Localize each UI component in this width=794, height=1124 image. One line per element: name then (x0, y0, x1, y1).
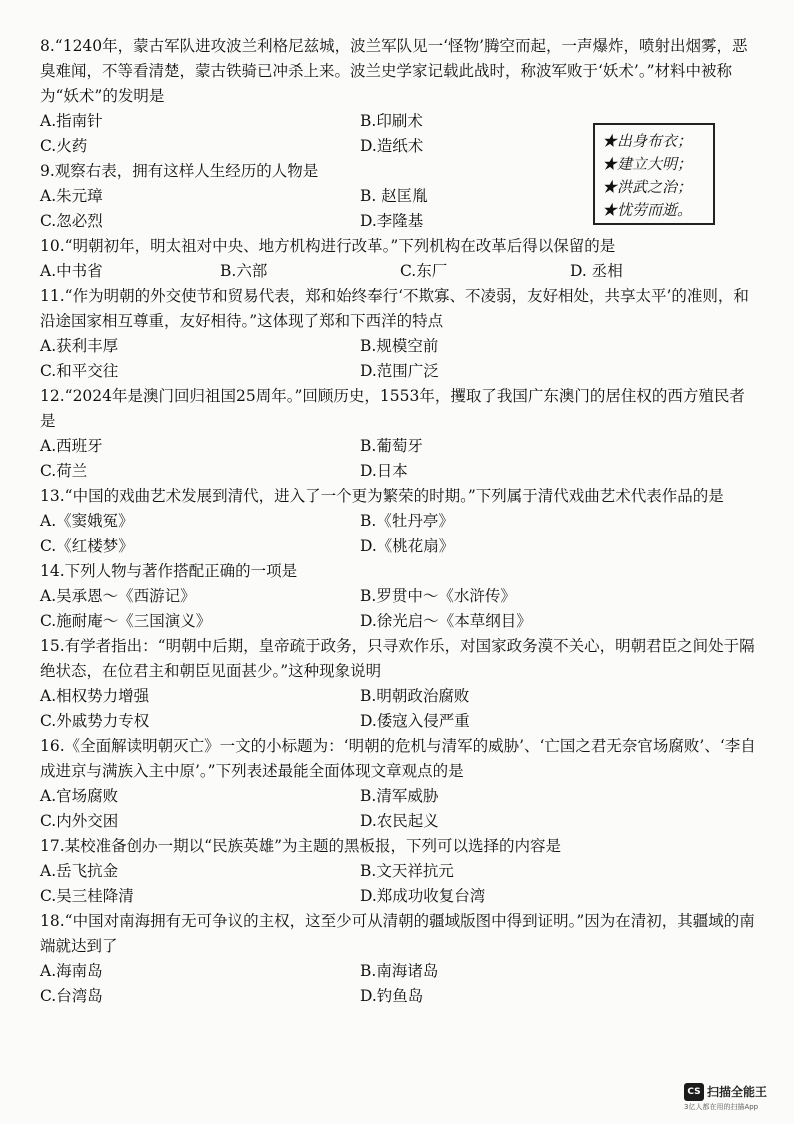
options (40, 784, 760, 834)
question-stem: 12.“2024年是澳门回归祖国25周年。”回顾历史，1553年，攫取了我国广东澳门的居住权的西方殖民者是 (40, 387, 745, 430)
option-a: A.《窦娥冤》 (40, 512, 134, 530)
option-d: D.郑成功收复台湾 (360, 887, 486, 905)
question-12 (40, 384, 760, 484)
option-a: A.海南岛 (40, 962, 103, 980)
option-d: D.《桃花扇》 (360, 537, 455, 555)
question-stem: 8.“1240年，蒙古军队进攻波兰利格尼兹城，波兰军队见一‘怪物’腾空而起，一声爆炸，喷射出烟雾，恶臭难闻，不等看清楚，蒙古铁骑已冲杀上来。波兰史学家记载此战时，称波军败于‘妖术’。”材料中被称为“妖术”的发明是 (40, 37, 748, 105)
question-15 (40, 634, 760, 734)
question-16 (40, 734, 760, 834)
question-11 (40, 284, 760, 384)
option-b: B.明朝政治腐败 (360, 687, 470, 705)
option-d: D.李隆基 (360, 212, 424, 230)
question-18 (40, 909, 760, 1009)
biography-box (593, 123, 715, 225)
question-stem: 13.“中国的戏曲艺术发展到清代，进入了一个更为繁荣的时期。”下列属于清代戏曲艺术代表作品的是 (40, 487, 724, 505)
question-stem: 17.某校准备创办一期以“民族英雄”为主题的黑板报，下列可以选择的内容是 (40, 837, 562, 855)
option-a: A.岳飞抗金 (40, 862, 119, 880)
options (40, 959, 760, 1009)
scanner-watermark (684, 1083, 788, 1117)
option-c: C.忽必烈 (40, 212, 103, 230)
question-stem: 16.《全面解读明朝灭亡》一文的小标题为：‘明朝的危机与清军的威胁’、‘亡国之君无奈官场腐败’、‘李自成进京与满族入主中原’。”下列表述最能全面体现文章观点的是 (40, 737, 756, 780)
question-stem: 10.“明朝初年，明太祖对中央、地方机构进行改革。”下列机构在改革后得以保留的是 (40, 237, 616, 255)
options (40, 259, 760, 284)
options (40, 334, 760, 384)
option-c: C.东厂 (400, 262, 448, 280)
biography-line: ★出身布衣； (602, 132, 693, 150)
option-c: C.《红楼梦》 (40, 537, 134, 555)
question-10 (40, 234, 760, 284)
option-d: D.钓鱼岛 (360, 987, 424, 1005)
option-a: A.指南针 (40, 112, 103, 130)
question-stem: 9.观察右表，拥有这样人生经历的人物是 (40, 162, 319, 180)
option-d: D.造纸术 (360, 137, 424, 155)
option-d: D.范围广泛 (360, 362, 439, 380)
biography-line: ★洪武之治； (602, 178, 693, 196)
options (40, 509, 760, 559)
option-b: B.罗贯中～《水浒传》 (360, 587, 516, 605)
option-a: A.吴承恩～《西游记》 (40, 587, 196, 605)
options (40, 859, 760, 909)
watermark-subtitle: 3亿人都在用的扫描App (684, 1103, 759, 1111)
option-b: B.六部 (220, 262, 268, 280)
option-b: B. 赵匡胤 (360, 187, 428, 205)
option-c: C.火药 (40, 137, 88, 155)
camscanner-logo-icon: CS (684, 1083, 704, 1101)
option-b: B.规模空前 (360, 337, 439, 355)
option-c: C.外戚势力专权 (40, 712, 150, 730)
biography-line: ★建立大明； (602, 155, 693, 173)
question-13 (40, 484, 760, 559)
option-b: B.文天祥抗元 (360, 862, 454, 880)
question-17 (40, 834, 760, 909)
question-14 (40, 559, 760, 634)
option-a: A.西班牙 (40, 437, 103, 455)
option-c: C.施耐庵～《三国演义》 (40, 612, 212, 630)
question-stem: 14.下列人物与著作搭配正确的一项是 (40, 562, 298, 580)
option-a: A.朱元璋 (40, 187, 103, 205)
question-stem: 18.“中国对南海拥有无可争议的主权，这至少可从清朝的疆域版图中得到证明。”因为在清初，其疆域的南端就达到了 (40, 912, 755, 955)
option-c: C.台湾岛 (40, 987, 103, 1005)
option-d: D.日本 (360, 462, 408, 480)
option-c: C.内外交困 (40, 812, 119, 830)
option-a: A.官场腐败 (40, 787, 119, 805)
options (40, 434, 760, 484)
biography-line: ★忧劳而逝。 (602, 201, 693, 219)
options (40, 684, 760, 734)
watermark-name: 扫描全能王 (707, 1085, 768, 1099)
option-b: B.葡萄牙 (360, 437, 423, 455)
question-stem: 11.“作为明朝的外交使节和贸易代表，郑和始终奉行‘不欺寡、不凌弱，友好相处，共享太平’的准则，和沿途国家相互尊重，友好相待。”这体现了郑和下西洋的特点 (40, 287, 749, 330)
option-c: C.吴三桂降清 (40, 887, 134, 905)
option-b: B.清军威胁 (360, 787, 439, 805)
question-stem: 15.有学者指出：“明朝中后期，皇帝疏于政务，只寻欢作乐，对国家政务漠不关心，明朝君臣之间处于隔绝状态，在位君主和朝臣见面甚少。”这种现象说明 (40, 637, 755, 680)
option-c: C.荷兰 (40, 462, 88, 480)
options (40, 584, 760, 634)
option-d: D. 丞相 (570, 262, 623, 280)
option-a: A.获利丰厚 (40, 337, 119, 355)
option-d: D.倭寇入侵严重 (360, 712, 470, 730)
option-a: A.相权势力增强 (40, 687, 150, 705)
option-b: B.印刷术 (360, 112, 423, 130)
option-a: A.中书省 (40, 262, 103, 280)
option-c: C.和平交往 (40, 362, 119, 380)
option-b: B.《牡丹亭》 (360, 512, 454, 530)
option-b: B.南海诸岛 (360, 962, 439, 980)
option-d: D.农民起义 (360, 812, 439, 830)
option-d: D.徐光启～《本草纲目》 (360, 612, 532, 630)
